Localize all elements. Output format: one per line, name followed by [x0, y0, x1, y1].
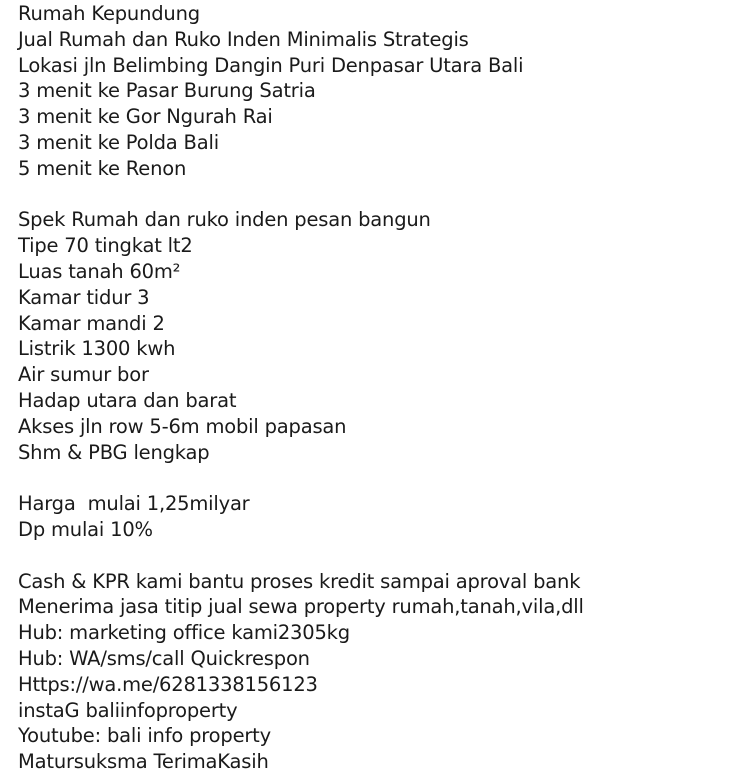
instagram-line: instaG baliinfoproperty — [18, 698, 238, 722]
specs-heading: Spek Rumah dan ruko inden pesan bangun — [18, 208, 431, 232]
spec-item: Shm & PBG lengkap — [18, 440, 210, 464]
contact-section — [18, 569, 738, 775]
distance-line: 3 menit ke Gor Ngurah Rai — [18, 105, 273, 129]
distance-line: 5 menit ke Renon — [18, 156, 187, 180]
contact-line: Hub: marketing office kami2305kg — [18, 621, 350, 645]
price-line: Harga mulai 1,25milyar — [18, 492, 250, 516]
youtube-line: Youtube: bali info property — [18, 724, 271, 748]
spec-item: Luas tanah 60m² — [18, 259, 181, 283]
intro-section — [18, 1, 738, 182]
spec-item: Tipe 70 tingkat lt2 — [18, 234, 193, 258]
listing-title: Rumah Kepundung — [18, 2, 200, 25]
closing-line: Matursuksma TerimaKasih — [18, 750, 269, 774]
spec-item: Kamar mandi 2 — [18, 311, 165, 335]
whatsapp-link: Https://wa.me/6281338156123 — [18, 672, 318, 696]
blank-line — [18, 465, 738, 491]
contact-line: Hub: WA/sms/call Quickrespon — [18, 646, 310, 670]
price-section — [18, 491, 738, 543]
down-payment-line: Dp mulai 10% — [18, 517, 153, 541]
location-line: Lokasi jln Belimbing Dangin Puri Denpasar Utara Bali — [18, 53, 524, 77]
specs-section — [18, 207, 738, 465]
distance-line: 3 menit ke Polda Bali — [18, 130, 219, 154]
contact-line: Cash & KPR kami bantu proses kredit sampai aproval bank — [18, 569, 581, 593]
spec-item: Akses jln row 5-6m mobil papasan — [18, 414, 347, 438]
blank-line — [18, 543, 738, 569]
listing-headline: Jual Rumah dan Ruko Inden Minimalis Strategis — [18, 27, 469, 51]
distance-line: 3 menit ke Pasar Burung Satria — [18, 79, 316, 103]
listing-text — [18, 1, 738, 775]
spec-item: Hadap utara dan barat — [18, 388, 237, 412]
contact-line: Menerima jasa titip jual sewa property rumah,tanah,vila,dll — [18, 595, 584, 619]
spec-item: Listrik 1300 kwh — [18, 337, 176, 361]
spec-item: Kamar tidur 3 — [18, 285, 150, 309]
spec-item: Air sumur bor — [18, 363, 149, 387]
blank-line — [18, 182, 738, 208]
